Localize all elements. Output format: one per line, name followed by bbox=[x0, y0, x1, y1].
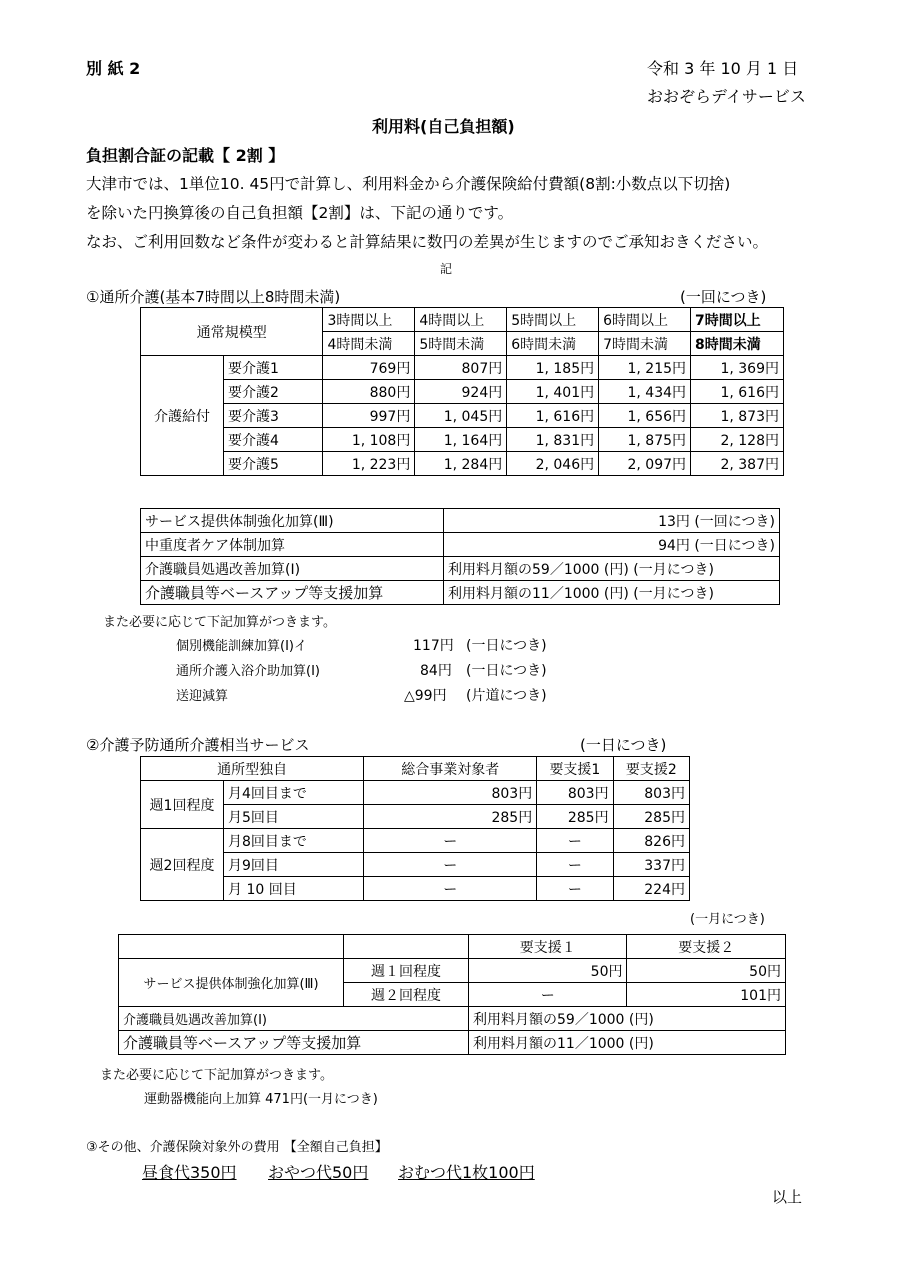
section1-unit: (一回につき) bbox=[680, 288, 767, 306]
row-label: 要介護5 bbox=[224, 452, 323, 476]
table-cell: 1, 401円 bbox=[507, 380, 599, 404]
day-service-fee-table bbox=[140, 307, 784, 476]
table-cell: ー bbox=[537, 853, 613, 877]
table-cell: 1, 108円 bbox=[323, 428, 415, 452]
row-label: 月5回目 bbox=[224, 805, 364, 829]
extra-unit: (一日につき) bbox=[466, 663, 547, 679]
section3-title: ③その他、介護保険対象外の費用 【全額自己負担】 bbox=[86, 1140, 388, 1155]
col-header-1-bottom: 4時間未満 bbox=[323, 332, 415, 356]
table-cell: 1, 369円 bbox=[691, 356, 784, 380]
addition-name: 介護職員等ベースアップ等支援加算 bbox=[119, 1031, 469, 1055]
col-header-5-bottom: 8時間未満 bbox=[691, 332, 784, 356]
extra-value: 117円 bbox=[413, 638, 454, 654]
table-cell: 2, 387円 bbox=[691, 452, 784, 476]
document-title: 利用料(自己負担額) bbox=[372, 117, 515, 136]
addition-value: 利用料月額の59／1000 (円) bbox=[469, 1007, 786, 1031]
row-label: 週１回程度 bbox=[344, 959, 469, 983]
addition-name: サービス提供体制強化加算(Ⅲ) bbox=[141, 509, 444, 533]
group-label: 介護給付 bbox=[141, 356, 224, 476]
intro-line-2: を除いた円換算後の自己負担額【2割】は、下記の通りです。 bbox=[86, 204, 514, 222]
table-cell: 880円 bbox=[323, 380, 415, 404]
section2-month-unit: (一月につき) bbox=[690, 912, 765, 927]
table-cell: 1, 045円 bbox=[415, 404, 507, 428]
row-label: 月8回目まで bbox=[224, 829, 364, 853]
extra-unit: (片道につき) bbox=[466, 688, 547, 704]
col-header: 要支援1 bbox=[537, 757, 613, 781]
table-cell: 285円 bbox=[537, 805, 613, 829]
col-header: 総合事業対象者 bbox=[364, 757, 537, 781]
table-cell: ー bbox=[537, 877, 613, 901]
table-cell: 2, 046円 bbox=[507, 452, 599, 476]
intro-line-3: なお、ご利用回数など条件が変わると計算結果に数円の差異が生じますのでご承知おきください。 bbox=[86, 233, 769, 251]
row-label: 要介護3 bbox=[224, 404, 323, 428]
table-cell: 50円 bbox=[627, 959, 786, 983]
end-mark: 以上 bbox=[772, 1188, 803, 1206]
table-cell: ー bbox=[469, 983, 627, 1007]
table-cell: 224円 bbox=[613, 877, 689, 901]
blank-cell bbox=[344, 935, 469, 959]
table-cell: 1, 185円 bbox=[507, 356, 599, 380]
row-label: 要介護1 bbox=[224, 356, 323, 380]
table-cell: 285円 bbox=[613, 805, 689, 829]
day-service-additions-table bbox=[140, 508, 780, 605]
table-cell: 2, 128円 bbox=[691, 428, 784, 452]
extra-name: 送迎減算 bbox=[176, 689, 229, 704]
table-cell: 1, 223円 bbox=[323, 452, 415, 476]
addition-value: 94円 (一日につき) bbox=[444, 533, 780, 557]
row-label: 要介護4 bbox=[224, 428, 323, 452]
extra-value: 84円 bbox=[420, 663, 452, 679]
group-label: 週1回程度 bbox=[141, 781, 224, 829]
col-header: 要支援１ bbox=[469, 935, 627, 959]
table-cell: 337円 bbox=[613, 853, 689, 877]
ki-mark: 記 bbox=[440, 262, 453, 276]
section1-extra-note: また必要に応じて下記加算がつきます。 bbox=[103, 615, 336, 630]
table-cell: ー bbox=[364, 853, 537, 877]
addition-name: 介護職員処遇改善加算(Ⅰ) bbox=[141, 557, 444, 581]
extra-name: 個別機能訓練加算(Ⅰ)イ bbox=[176, 639, 307, 654]
col-header: 要支援2 bbox=[613, 757, 689, 781]
col-header-3-bottom: 6時間未満 bbox=[507, 332, 599, 356]
lunch-fee: 昼食代350円 bbox=[142, 1163, 237, 1182]
table-cell: 803円 bbox=[364, 781, 537, 805]
table-cell: 997円 bbox=[323, 404, 415, 428]
intro-line-1: 大津市では、1単位10. 45円で計算し、利用料金から介護保険給付費額(8割:小数点以下切捨) bbox=[86, 175, 731, 193]
extra-unit: (一日につき) bbox=[466, 638, 547, 654]
table-cell: 1, 656円 bbox=[599, 404, 691, 428]
col-header-4-bottom: 7時間未満 bbox=[599, 332, 691, 356]
section2-extra-note: また必要に応じて下記加算がつきます。 bbox=[100, 1068, 333, 1083]
addition-name: 介護職員等ベースアップ等支援加算 bbox=[141, 581, 444, 605]
document-date: 令和 3 年 10 月 1 日 bbox=[647, 59, 799, 78]
row-label: 要介護2 bbox=[224, 380, 323, 404]
section2-unit: (一日につき) bbox=[580, 736, 667, 754]
extra-value: △99円 bbox=[404, 688, 447, 704]
addition-value: 利用料月額の11／1000 (円) (一月につき) bbox=[444, 581, 780, 605]
col-header-3-top: 5時間以上 bbox=[507, 308, 599, 332]
table-cell: 1, 164円 bbox=[415, 428, 507, 452]
col-header-2-top: 4時間以上 bbox=[415, 308, 507, 332]
table-cell: 807円 bbox=[415, 356, 507, 380]
table-cell: 803円 bbox=[537, 781, 613, 805]
col-header-2-bottom: 5時間未満 bbox=[415, 332, 507, 356]
prevention-additions-table bbox=[118, 934, 786, 1055]
burden-ratio-heading: 負担割合証の記載【 2割 】 bbox=[86, 146, 285, 165]
table-cell: 826円 bbox=[613, 829, 689, 853]
col-header-4-top: 6時間以上 bbox=[599, 308, 691, 332]
col-header-1-top: 3時間以上 bbox=[323, 308, 415, 332]
prevention-fee-table bbox=[140, 756, 690, 901]
addition-name: 中重度者ケア体制加算 bbox=[141, 533, 444, 557]
table-cell: 1, 875円 bbox=[599, 428, 691, 452]
table-cell: 1, 434円 bbox=[599, 380, 691, 404]
section1-title: ①通所介護(基本7時間以上8時間未満) bbox=[86, 288, 341, 306]
col-header: 要支援２ bbox=[627, 935, 786, 959]
table-corner: 通常規模型 bbox=[141, 308, 323, 356]
row-label: 月9回目 bbox=[224, 853, 364, 877]
table-cell: 1, 831円 bbox=[507, 428, 599, 452]
row-label: 週２回程度 bbox=[344, 983, 469, 1007]
table-cell: 1, 284円 bbox=[415, 452, 507, 476]
attachment-label: 別 紙 2 bbox=[86, 59, 141, 78]
table-cell: 1, 215円 bbox=[599, 356, 691, 380]
table-cell: 1, 616円 bbox=[507, 404, 599, 428]
table-cell: 803円 bbox=[613, 781, 689, 805]
table-cell: 1, 873円 bbox=[691, 404, 784, 428]
blank-cell bbox=[119, 935, 344, 959]
table-corner: 通所型独自 bbox=[141, 757, 364, 781]
addition-value: 利用料月額の59／1000 (円) (一月につき) bbox=[444, 557, 780, 581]
addition-value: 13円 (一回につき) bbox=[444, 509, 780, 533]
section2-extra: 運動器機能向上加算 471円(一月につき) bbox=[144, 1092, 378, 1107]
table-cell: ー bbox=[364, 829, 537, 853]
table-cell: 101円 bbox=[627, 983, 786, 1007]
extra-name: 通所介護入浴介助加算(Ⅰ) bbox=[176, 664, 320, 679]
table-cell: 50円 bbox=[469, 959, 627, 983]
group-label: サービス提供体制強化加算(Ⅲ) bbox=[119, 959, 344, 1007]
table-cell: ー bbox=[364, 877, 537, 901]
table-cell: 924円 bbox=[415, 380, 507, 404]
section2-title: ②介護予防通所介護相当サービス bbox=[86, 736, 310, 754]
addition-value: 利用料月額の11／1000 (円) bbox=[469, 1031, 786, 1055]
company-name: おおぞらデイサービス bbox=[647, 87, 806, 106]
snack-fee: おやつ代50円 bbox=[268, 1163, 369, 1182]
diaper-fee: おむつ代1枚100円 bbox=[398, 1163, 535, 1182]
group-label: 週2回程度 bbox=[141, 829, 224, 901]
table-cell: 285円 bbox=[364, 805, 537, 829]
table-cell: ー bbox=[537, 829, 613, 853]
row-label: 月 10 回目 bbox=[224, 877, 364, 901]
row-label: 月4回目まで bbox=[224, 781, 364, 805]
addition-name: 介護職員処遇改善加算(Ⅰ) bbox=[119, 1007, 469, 1031]
table-cell: 769円 bbox=[323, 356, 415, 380]
table-cell: 2, 097円 bbox=[599, 452, 691, 476]
table-cell: 1, 616円 bbox=[691, 380, 784, 404]
col-header-5-top: 7時間以上 bbox=[691, 308, 784, 332]
